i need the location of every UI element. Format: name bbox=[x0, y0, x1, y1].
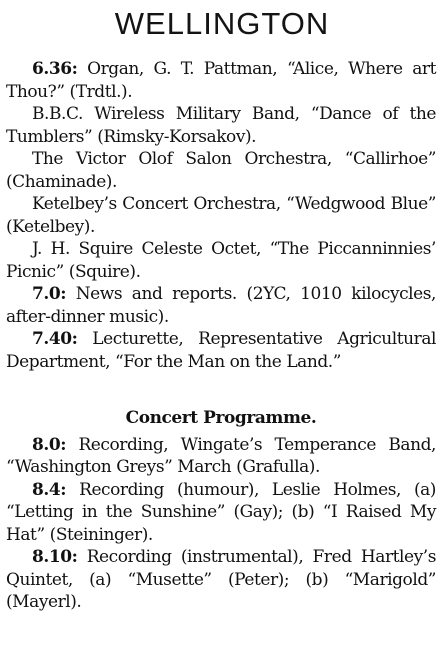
programme-item bbox=[6, 148, 436, 193]
programme-item bbox=[6, 193, 436, 238]
item-time: 7.0: bbox=[32, 284, 67, 304]
station-title: WELLINGTON bbox=[114, 6, 330, 41]
item-text: B.B.C. Wireless Military Band, “Dance of the Tumblers” (Rimsky-Korsakov). bbox=[6, 104, 436, 147]
programme-item bbox=[6, 328, 436, 373]
programme-item bbox=[6, 283, 436, 328]
item-time: 8.4: bbox=[32, 479, 67, 500]
programme-item bbox=[6, 479, 436, 547]
item-text: News and reports. (2YC, 1010 kilocycles, after-dinner music). bbox=[6, 284, 436, 327]
item-text: J. H. Squire Celeste Octet, “The Piccanninnies’ Picnic” (Squire). bbox=[6, 239, 436, 282]
item-text: The Victor Olof Salon Orchestra, “Callirhoe” (Chaminade). bbox=[6, 149, 436, 192]
programme-item bbox=[6, 103, 436, 148]
item-time: 8.10: bbox=[32, 547, 78, 567]
programme-item bbox=[6, 434, 436, 479]
item-time: 6.36: bbox=[32, 59, 78, 79]
section-heading: Concert Programme. bbox=[125, 408, 317, 428]
item-time: 8.0: bbox=[32, 434, 67, 455]
programme-item bbox=[6, 546, 436, 614]
programme-list bbox=[6, 58, 436, 373]
item-text: Ketelbey’s Concert Orchestra, “Wedgwood Blue” (Ketelbey). bbox=[6, 194, 436, 237]
item-text: Recording (humour), Leslie Holmes, (a) “Letting in the Sunshine” (Gay); (b) “I Raised My Hat” (Steininger). bbox=[6, 479, 436, 545]
item-text: Lecturette, Representative Agricultural Department, “For the Man on the Land.” bbox=[6, 329, 436, 372]
item-text: Organ, G. T. Pattman, “Alice, Where art Thou?” (Trdtl.). bbox=[6, 59, 436, 102]
programme-item bbox=[6, 58, 436, 103]
item-time: 7.40: bbox=[32, 329, 78, 349]
item-text: Recording (instrumental), Fred Hartley’s Quintet, (a) “Musette” (Peter); (b) “Marigold” (Mayerl). bbox=[6, 547, 436, 612]
programme-item bbox=[6, 238, 436, 283]
item-text: Recording, Wingate’s Temperance Band, “Washington Greys” March (Grafulla). bbox=[6, 434, 436, 477]
concert-section bbox=[6, 407, 436, 614]
